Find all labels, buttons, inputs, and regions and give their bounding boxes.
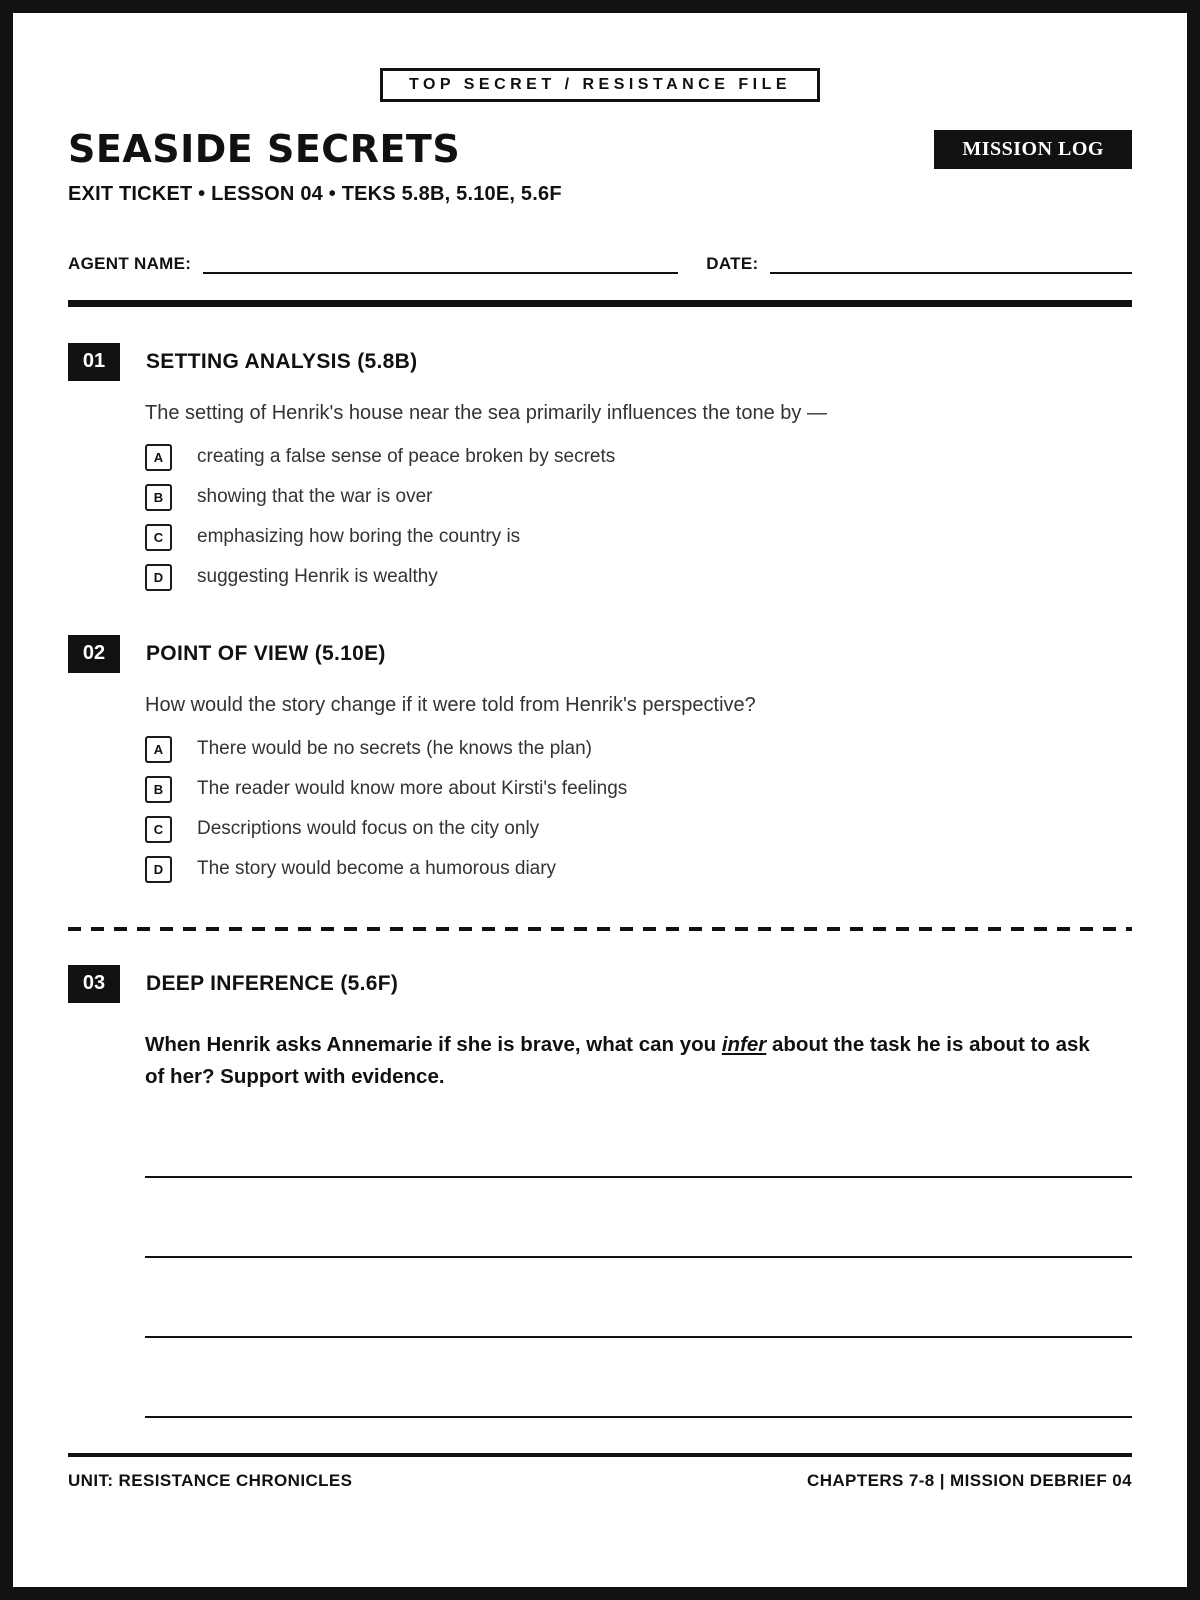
header-divider	[68, 300, 1132, 307]
question-part-before: When Henrik asks Annemarie if she is brave, what can you	[145, 1032, 722, 1056]
option-letter-box[interactable]: A	[145, 736, 172, 763]
section-number-badge: 03	[68, 965, 120, 1003]
footer-divider	[68, 1453, 1132, 1457]
footer-unit-label: UNIT: RESISTANCE CHRONICLES	[68, 1471, 353, 1490]
lesson-subtitle: EXIT TICKET • LESSON 04 • TEKS 5.8B, 5.10E, 5.6F	[68, 182, 562, 205]
footer-chapter-label: CHAPTERS 7-8 | MISSION DEBRIEF 04	[807, 1471, 1132, 1490]
answer-option-row	[145, 444, 1132, 471]
classification-banner: TOP SECRET / RESISTANCE FILE	[380, 68, 820, 102]
option-letter-box[interactable]: D	[145, 564, 172, 591]
answer-option-row	[145, 736, 1132, 763]
section-setting-analysis	[68, 343, 1132, 591]
answer-option-row	[145, 856, 1132, 883]
section-body	[145, 692, 1132, 883]
option-text: The story would become a humorous diary	[197, 858, 557, 880]
section-body	[145, 400, 1132, 591]
section-body	[145, 1029, 1132, 1093]
section-deep-inference	[68, 965, 1132, 1419]
page-title: SEASIDE SECRETS	[68, 127, 461, 171]
section-point-of-view	[68, 635, 1132, 883]
question-text: How would the story change if it were told from Henrik's perspective?	[145, 693, 756, 716]
option-text: creating a false sense of peace broken by secrets	[197, 446, 616, 468]
writing-line[interactable]	[145, 1416, 1132, 1418]
question-emphasis-word: infer	[721, 1032, 767, 1056]
answer-option-row	[145, 484, 1132, 511]
section-header	[68, 965, 1132, 1003]
page-footer	[68, 1453, 1132, 1491]
date-label: DATE:	[706, 253, 759, 273]
option-letter-box[interactable]: D	[145, 856, 172, 883]
answer-option-row	[145, 776, 1132, 803]
classification-banner-wrap	[68, 68, 1132, 102]
section-heading: POINT OF VIEW (5.10E)	[146, 641, 386, 665]
option-letter-box[interactable]: B	[145, 776, 172, 803]
footer-row	[68, 1471, 1132, 1491]
section-header	[68, 635, 1132, 673]
writing-line[interactable]	[145, 1176, 1132, 1178]
agent-name-input-line[interactable]	[203, 254, 678, 274]
section-number-badge: 02	[68, 635, 120, 673]
section-heading: SETTING ANALYSIS (5.8B)	[146, 349, 418, 373]
option-text: The reader would know more about Kirsti's feelings	[197, 778, 628, 800]
writing-line[interactable]	[145, 1256, 1132, 1258]
agent-name-label: AGENT NAME:	[68, 253, 192, 273]
section-heading: DEEP INFERENCE (5.6F)	[146, 971, 399, 995]
option-text: suggesting Henrik is wealthy	[197, 566, 438, 588]
question-part-after: about the task he is about to ask of her? Support with evidence.	[145, 1032, 1090, 1088]
section-number-badge: 01	[68, 343, 120, 381]
option-text: Descriptions would focus on the city only	[197, 818, 540, 840]
question-text: The setting of Henrik's house near the sea primarily influences the tone by —	[145, 401, 827, 424]
writing-line[interactable]	[145, 1336, 1132, 1338]
answer-option-row	[145, 564, 1132, 591]
option-letter-box[interactable]: C	[145, 524, 172, 551]
written-response-area	[145, 1176, 1132, 1418]
option-letter-box[interactable]: A	[145, 444, 172, 471]
question-text	[145, 1029, 1110, 1093]
dashed-section-divider	[68, 927, 1132, 931]
option-text: showing that the war is over	[197, 486, 433, 508]
option-letter-box[interactable]: C	[145, 816, 172, 843]
option-letter-box[interactable]: B	[145, 484, 172, 511]
section-header	[68, 343, 1132, 381]
option-text: There would be no secrets (he knows the plan)	[197, 738, 592, 760]
date-input-line[interactable]	[770, 254, 1132, 274]
name-date-row	[68, 254, 1132, 274]
header-row	[68, 129, 1132, 171]
mission-log-badge: MISSION LOG	[934, 130, 1132, 169]
answer-option-row	[145, 816, 1132, 843]
option-text: emphasizing how boring the country is	[197, 526, 521, 548]
answer-option-row	[145, 524, 1132, 551]
